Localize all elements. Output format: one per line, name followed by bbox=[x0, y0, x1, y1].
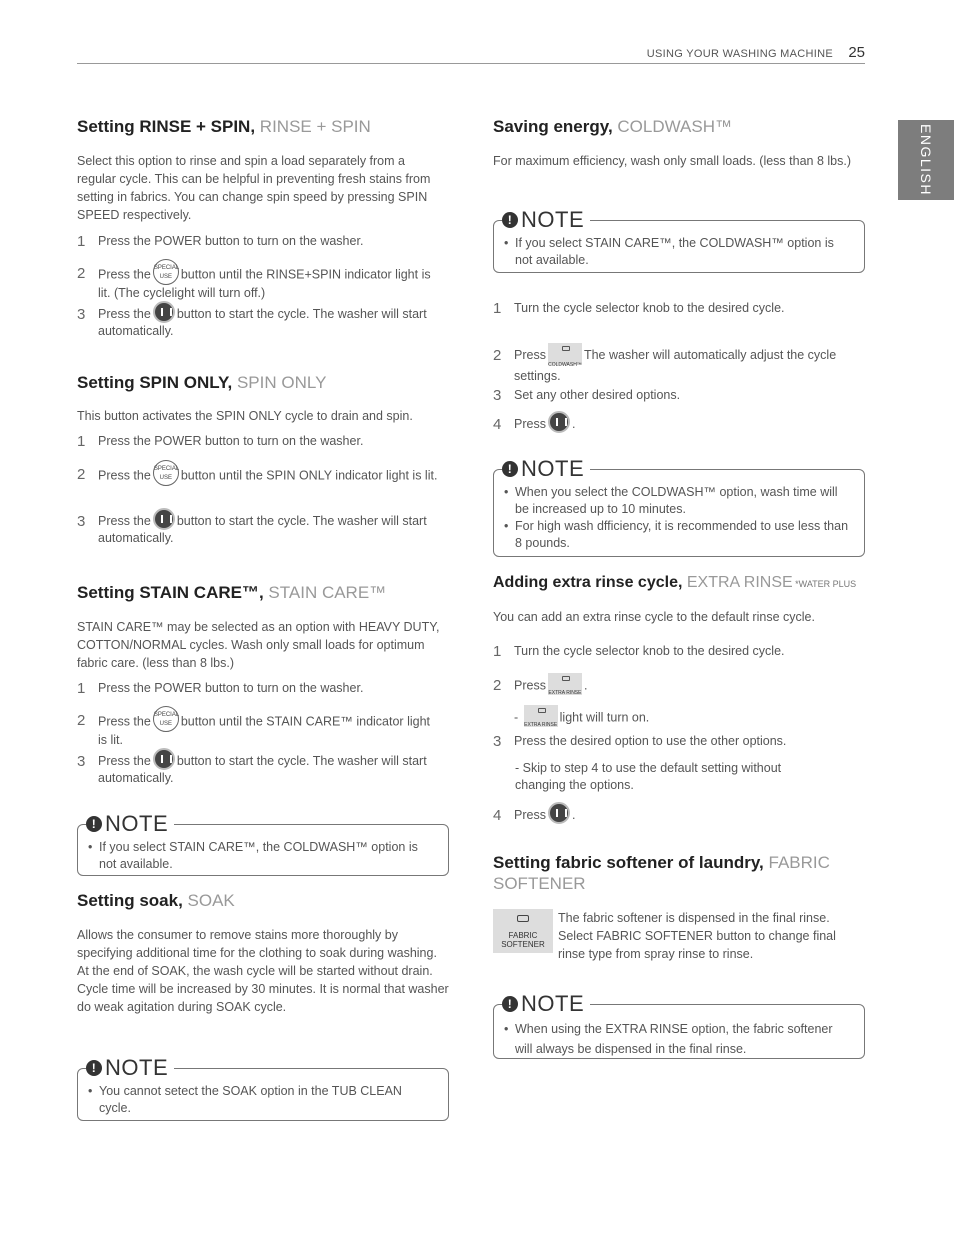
spin-only-heading: Setting SPIN ONLY, SPIN ONLY bbox=[77, 373, 327, 392]
rinse-spin-body: Select this option to rinse and spin a load separately from a regular cycle. This can be helpful in preventing fresh stains from setting in fabrics. You can change spin speed by pressing SPIN SPEED respectively. bbox=[77, 154, 431, 222]
header-section-title: USING YOUR WASHING MACHINE bbox=[646, 48, 833, 60]
exclamation-icon: ! bbox=[502, 461, 518, 477]
rinse-spin-step-2: 2 Press the SPECIAL USE button until the RINSE+SPIN indicator light is lit. (The cyclelight will turn off.) bbox=[77, 265, 437, 302]
stain-care-body: STAIN CARE™ may be selected as an option with HEAVY DUTY, COTTON/NORMAL cycles. Wash only small loads for optimum fabric care. (less than 8 lbs.) bbox=[77, 620, 440, 670]
fabric-softener-heading: Setting fabric softener of laundry, FABRIC SOFTENER bbox=[493, 853, 830, 893]
language-tab-label: ENGLISH bbox=[918, 124, 934, 196]
coldwash-note-1: ! NOTE • If you select STAIN CARE™, the COLDWASH™ option is not available. bbox=[493, 220, 865, 273]
coldwash-note-2: ! NOTE • When you select the COLDWASH™ option, wash time will be increased up to 10 minutes. • For high wash dfficiency, it is recommended to use less than 8 pounds. bbox=[493, 469, 865, 557]
extra-rinse-body: You can add an extra rinse cycle to the default rinse cycle. bbox=[493, 610, 815, 624]
note-item: • You cannot setect the SOAK option in the TUB CLEAN cycle. bbox=[88, 1083, 436, 1117]
coldwash-heading: Saving energy, COLDWASH™ bbox=[493, 117, 733, 136]
fabric-softener-button-icon: FABRIC SOFTENER bbox=[493, 909, 553, 953]
soak-note: ! NOTE • You cannot setect the SOAK option in the TUB CLEAN cycle. bbox=[77, 1068, 449, 1121]
spin-only-step-3: 3 Press the button to start the cycle. The washer will start automatically. bbox=[77, 513, 437, 547]
note-item: • If you select STAIN CARE™, the COLDWASH™ option is not available. bbox=[88, 839, 436, 873]
rinse-spin-step-1: 1 Press the POWER button to turn on the washer. bbox=[77, 233, 364, 250]
coldwash-step-4: 4 Press . bbox=[493, 416, 865, 433]
page-number: 25 bbox=[848, 44, 865, 61]
special-use-button-icon: SPECIAL USE bbox=[153, 460, 179, 486]
coldwash-button-icon: COLDWASH™ bbox=[548, 343, 582, 365]
rinse-spin-step-3: 3 Press the button to start the cycle. The washer will start automatically. bbox=[77, 306, 437, 340]
soak-body: Allows the consumer to remove stains more thoroughly by specifying additional time for the clothing to soak during washing. At the end of SOAK, the wash cycle will be started without drain. Cycle time will be increased by 30 minutes. It is normal that washer do weak agitation during SOAK cycle. bbox=[77, 928, 449, 1014]
spin-only-step-2: 2 Press the SPECIAL USE button until the SPIN ONLY indicator light is lit. bbox=[77, 466, 449, 486]
fabric-softener-note: ! NOTE • When using the EXTRA RINSE option, the fabric softener will always be dispensed in the final rinse. bbox=[493, 1004, 865, 1059]
stain-care-step-1: 1 Press the POWER button to turn on the washer. bbox=[77, 680, 364, 697]
start-pause-button-icon bbox=[153, 748, 175, 770]
note-item: • For high wash dfficiency, it is recommended to use less than 8 pounds. bbox=[504, 518, 852, 552]
extra-rinse-heading: Adding extra rinse cycle, EXTRA RINSE *WATER PLUS bbox=[493, 574, 857, 591]
spin-only-body: This button activates the SPIN ONLY cycle to drain and spin. bbox=[77, 409, 413, 423]
extra-rinse-button-icon: EXTRA RINSE bbox=[548, 673, 582, 695]
rinse-spin-heading: Setting RINSE + SPIN, RINSE + SPIN bbox=[77, 117, 371, 136]
stain-care-step-2: 2 Press the SPECIAL USE button until the STAIN CARE™ indicator light is lit. bbox=[77, 712, 437, 749]
start-pause-button-icon bbox=[548, 411, 570, 433]
start-pause-button-icon bbox=[548, 802, 570, 824]
language-tab bbox=[898, 120, 954, 200]
special-use-button-icon: SPECIAL USE bbox=[153, 706, 179, 732]
coldwash-step-1: 1 Turn the cycle selector knob to the desired cycle. bbox=[493, 300, 785, 317]
start-pause-button-icon bbox=[153, 301, 175, 323]
extra-rinse-button-icon: EXTRA RINSE bbox=[524, 705, 558, 727]
stain-care-heading: Setting STAIN CARE™, STAIN CARE™ bbox=[77, 583, 387, 602]
coldwash-step-2: 2 PressCOLDWASH™The washer will automatically adjust the cycle settings. bbox=[493, 345, 853, 387]
exclamation-icon: ! bbox=[86, 1060, 102, 1076]
exclamation-icon: ! bbox=[86, 816, 102, 832]
extra-rinse-step-3: 3 Press the desired option to use the other options. bbox=[493, 733, 787, 750]
note-item: • When using the EXTRA RINSE option, the fabric softener will always be dispensed in the final rinse. bbox=[504, 1019, 852, 1059]
start-pause-button-icon bbox=[153, 508, 175, 530]
exclamation-icon: ! bbox=[502, 212, 518, 228]
stain-care-step-3: 3 Press the button to start the cycle. The washer will start automatically. bbox=[77, 753, 437, 787]
extra-rinse-step-3-hint: - Skip to step 4 to use the default setting without changing the options. bbox=[515, 761, 782, 792]
extra-rinse-step-4: 4 Press . bbox=[493, 807, 865, 824]
special-use-button-icon: SPECIAL USE bbox=[153, 259, 179, 285]
spin-only-step-1: 1 Press the POWER button to turn on the washer. bbox=[77, 433, 364, 450]
extra-rinse-sub-step: - EXTRA RINSElight will turn on. bbox=[493, 709, 865, 727]
note-item: • When you select the COLDWASH™ option, wash time will be increased up to 10 minutes. bbox=[504, 484, 852, 518]
page-header bbox=[77, 46, 865, 64]
coldwash-step-3: 3 Set any other desired options. bbox=[493, 387, 681, 404]
exclamation-icon: ! bbox=[502, 996, 518, 1012]
coldwash-body: For maximum efficiency, wash only small loads. (less than 8 lbs.) bbox=[493, 154, 851, 168]
extra-rinse-step-1: 1 Turn the cycle selector knob to the desired cycle. bbox=[493, 643, 785, 660]
stain-care-note: ! NOTE • If you select STAIN CARE™, the COLDWASH™ option is not available. bbox=[77, 824, 449, 876]
fabric-softener-body: The fabric softener is dispensed in the final rinse. Select FABRIC SOFTENER button to change final rinse type from spray rinse to rinse. bbox=[558, 911, 836, 961]
note-item: • If you select STAIN CARE™, the COLDWASH™ option is not available. bbox=[504, 235, 852, 269]
soak-heading: Setting soak, SOAK bbox=[77, 891, 235, 910]
extra-rinse-step-2: 2 PressEXTRA RINSE. bbox=[493, 677, 865, 695]
